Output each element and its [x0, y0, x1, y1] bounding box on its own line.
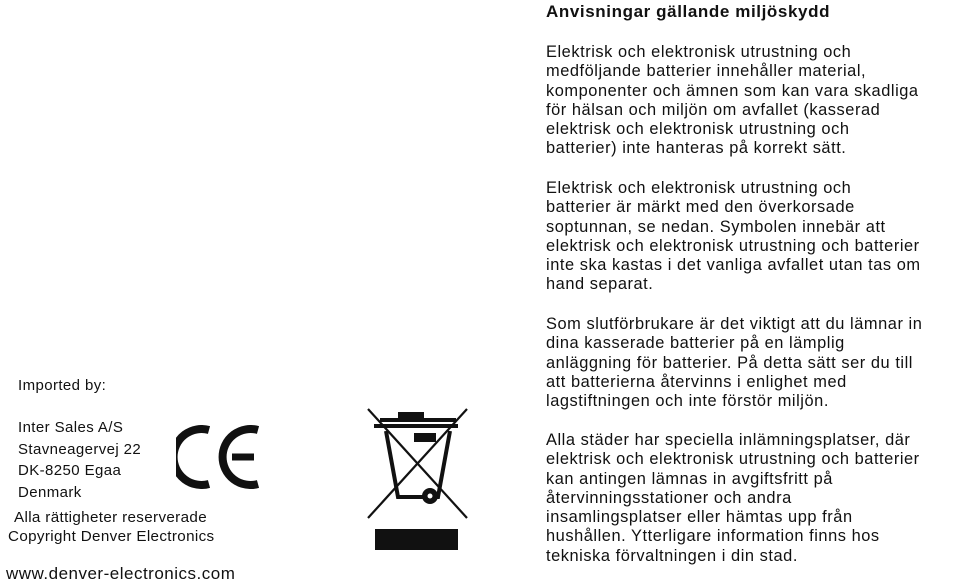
address-line: Denmark: [18, 483, 82, 501]
paragraph-line: återvinningsstationer och andra: [546, 488, 792, 507]
paragraph-line: för hälsan och miljön om avfallet (kasserad: [546, 100, 881, 119]
paragraph-line: Elektrisk och elektronisk utrustning och: [546, 43, 852, 61]
paragraph-line: lagstiftningen och inte förstör miljön.: [546, 392, 829, 411]
page-heading: Anvisningar gällande miljöskydd: [546, 2, 831, 21]
paragraph-symbol: [546, 179, 921, 295]
ce-mark-icon: [176, 425, 260, 489]
paragraph-line: dina kasserade batterier på en lämplig: [546, 334, 845, 353]
paragraph-line: inte ska kastas i det vanliga avfallet utan tas om: [546, 256, 921, 275]
paragraph-line: Alla städer har speciella inlämningsplatser, där: [546, 431, 911, 449]
paragraph-line: Elektrisk och elektronisk utrustning och: [546, 179, 852, 197]
rights-line-1: Alla rättigheter reserverade: [14, 509, 207, 526]
paragraph-consumer: [546, 315, 922, 411]
website-link[interactable]: www.denver-electronics.com: [6, 564, 236, 583]
paragraph-line: tekniska förvaltningen i din stad.: [546, 546, 798, 565]
address-line: Inter Sales A/S: [18, 419, 124, 436]
paragraph-line: hushållen. Ytterligare information finns hos: [546, 527, 880, 546]
paragraph-line: komponenter och ämnen som kan vara skadliga: [546, 81, 919, 100]
importer-label: Imported by:: [18, 377, 107, 394]
paragraph-line: Som slutförbrukare är det viktigt att du lämnar in: [546, 315, 923, 333]
address-line: Stavneagervej 22: [18, 440, 142, 458]
address-line: DK-8250 Egaa: [18, 462, 122, 479]
paragraph-line: att batterierna återvinns i enlighet med: [546, 372, 847, 391]
paragraph-line: kan antingen lämnas in avgiftsfritt på: [546, 469, 833, 488]
paragraph-line: medföljande batterier innehåller material,: [546, 62, 867, 81]
paragraph-collection: [546, 431, 920, 566]
paragraph-line: batterier är märkt med den överkorsade: [546, 198, 855, 217]
paragraph-line: hand separat.: [546, 275, 654, 294]
paragraph-line: anläggning för batterier. På detta sätt ser du till: [546, 353, 913, 372]
paragraph-line: elektrisk och elektronisk utrustning och batterier: [546, 450, 920, 469]
paragraph-line: batterier) inte hanteras på korrekt sätt.: [546, 139, 847, 158]
rights-line-2: Copyright Denver Electronics: [8, 528, 215, 545]
crossed-out-wheelie-bin-icon: [366, 407, 476, 553]
paragraph-line: elektrisk och elektronisk utrustning och batterier: [546, 236, 920, 255]
paragraph-line: soptunnan, se nedan. Symbolen innebär att: [546, 217, 886, 236]
paragraph-hazard: [546, 43, 919, 159]
paragraph-line: insamlingsplatser eller hämtas upp från: [546, 508, 853, 527]
paragraph-line: elektrisk och elektronisk utrustning och: [546, 120, 850, 139]
importer-address: [18, 417, 141, 503]
